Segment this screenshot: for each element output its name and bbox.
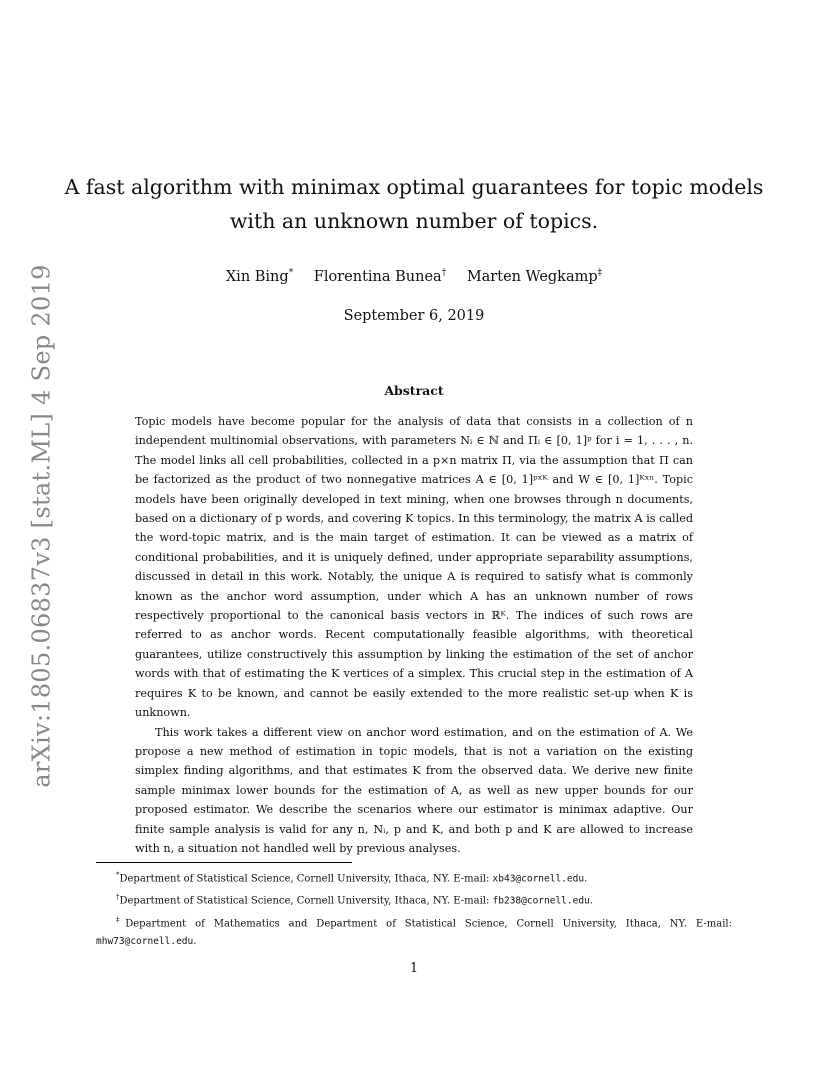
footnote: †Department of Statistical Science, Cornell University, Ithaca, NY. E-mail: fb238@cornell.edu.	[116, 893, 593, 907]
abstract-paragraph: This work takes a different view on anchor word estimation, and on the estimation of A. We propose a new method of estimation in topic models, that is not a variation on the existing simplex finding algorithms, and that estimates K from the observed data. We derive new finite sample minimax lower bounds for the estimation of A, as well as new upper bounds for our proposed estimator. We describe the scenarios where our estimator is minimax adaptive. Our finite sample analysis is valid for any n, Nᵢ, p and K, and both p and K are allowed to increase with n, a situation not handled well by previous analyses.	[135, 725, 693, 855]
footnote: ‡Department of Mathematics and Department of Statistical Science, Cornell University, Ithaca, NY. E-mail: mhw73@cornell.edu.	[96, 915, 732, 947]
arxiv-identifier: arXiv:1805.06837v3 [stat.ML] 4 Sep 2019	[28, 264, 56, 788]
email-link[interactable]: mhw73@cornell.edu	[96, 935, 194, 947]
author: Marten Wegkamp‡	[466, 268, 603, 285]
footnote: *Department of Statistical Science, Cornell University, Ithaca, NY. E-mail: xb43@cornell.edu.	[116, 871, 588, 885]
abstract-paragraph: Topic models have become popular for the analysis of data that consists in a collection of n independent multinomial observations, with parameters Nᵢ ∈ ℕ and Πᵢ ∈ [0, 1]ᵖ for i = 1, . . . , n. The model links all cell probabilities, collected in a p×n matrix Π, via the assumption that Π can be factorized as the product of two nonnegative matrices A ∈ [0, 1]ᵖˣᴷ and W ∈ [0, 1]ᴷˣⁿ. Topic models have been originally developed in text mining, when one browses through n documents, based on a dictionary of p words, and covering K topics. In this terminology, the matrix A is called the word-topic matrix, and is the main target of estimation. It can be viewed as a matrix of conditional probabilities, and it is uniquely defined, under appropriate separability assumptions, discussed in detail in this work. Notably, the unique A is required to satisfy what is commonly known as the anchor word assumption, under which A has an unknown number of rows respectively proportional to the canonical basis vectors in ℝᴷ. The indices of such rows are referred to as anchor words. Recent computationally feasible algorithms, with theoretical guarantees, utilize constructively this assumption by linking the estimation of the set of anchor words with that of estimating the K vertices of a simplex. This crucial step in the estimation of A requires K to be known, and cannot be easily extended to the more realistic set-up when K is unknown.	[135, 415, 693, 720]
author: Florentina Bunea†	[313, 268, 447, 285]
title-line-1: A fast algorithm with minimax optimal guarantees for topic models	[64, 175, 764, 199]
author-list	[0, 268, 828, 285]
abstract-heading: Abstract	[384, 383, 444, 398]
paper-title	[60, 170, 768, 238]
arxiv-sidebar-stamp	[19, 264, 65, 788]
email-link[interactable]: fb238@cornell.edu	[492, 895, 590, 907]
abstract-body	[135, 412, 693, 858]
email-link[interactable]: xb43@cornell.edu	[492, 873, 585, 885]
author: Xin Bing*	[225, 268, 294, 285]
footnote-rule	[96, 862, 352, 863]
paper-date: September 6, 2019	[343, 308, 485, 324]
title-line-2: with an unknown number of topics.	[229, 209, 599, 233]
page-number: 1	[409, 961, 419, 976]
footnotes	[96, 866, 732, 951]
